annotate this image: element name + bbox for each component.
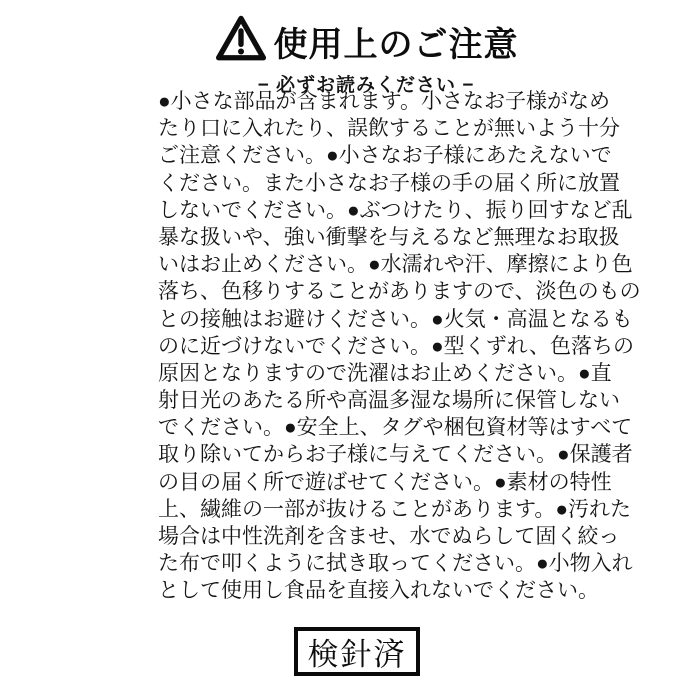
inspection-stamp-box [294, 627, 420, 676]
warning-text-line: の目の届く所で遊ばせてください。●素材の特性 [158, 470, 612, 494]
warning-text-line: 原因となりますので洗濯はお止めください。●直 [158, 361, 612, 385]
warning-text-line: 暴な扱いや、強い衝撃を与えるなど無理なお取扱 [158, 225, 620, 249]
warning-text-line: 場合は中性洗剤を含ませ、水でぬらして固く絞っ [158, 525, 620, 548]
warning-text-line: 上、繊維の一部が抜けることがあります。●汚れた [158, 497, 632, 521]
warning-text [158, 88, 641, 605]
warning-text-line: のに近づけないでください。●型くずれ、色落ちの [158, 334, 634, 358]
warning-text-line: ご注意ください。●小さなお子様にあたえないで [158, 144, 612, 168]
warning-text-line: た布で叩くように拭き取ってください。●小物入れ [158, 552, 633, 576]
warning-text-line: しないでください。●ぶつけたり、振り回すなど乱 [158, 198, 633, 222]
warning-text-line: たり口に入れたり、誤飲することが無いよう十分 [158, 117, 620, 141]
warning-text-line: との接触はお避けください。●火気・高温となるも [158, 307, 633, 331]
warning-text-line: ●小さな部品が含まれます。小さなお子様がなめ [158, 90, 611, 113]
inspection-stamp-label: 検針済 [307, 637, 407, 672]
warning-text-line: いはお止めください。●水濡れや汗、摩擦により色 [158, 253, 633, 277]
warning-text-line: 取り除いてからお子様に与えてください。●保護者 [158, 443, 633, 467]
warning-triangle-icon [214, 14, 268, 69]
warning-header [0, 14, 700, 97]
warning-text-line: でください。●安全上、タグや梱包資材等はすべて [158, 416, 633, 440]
warning-text-line: 落ち、色移りすることがありますので、淡色のもの [158, 280, 641, 304]
page-subtitle: − 必ずお読みください − [257, 75, 475, 96]
warning-text-line: ください。また小さなお子様の手の届く所に放置 [158, 171, 620, 195]
page-title: 使用上のご注意 [273, 26, 519, 64]
warning-text-line: として使用し食品を直接入れないでください。 [158, 579, 599, 603]
warning-text-line: 射日光のあたる所や高温多湿な場所に保管しない [158, 389, 620, 413]
